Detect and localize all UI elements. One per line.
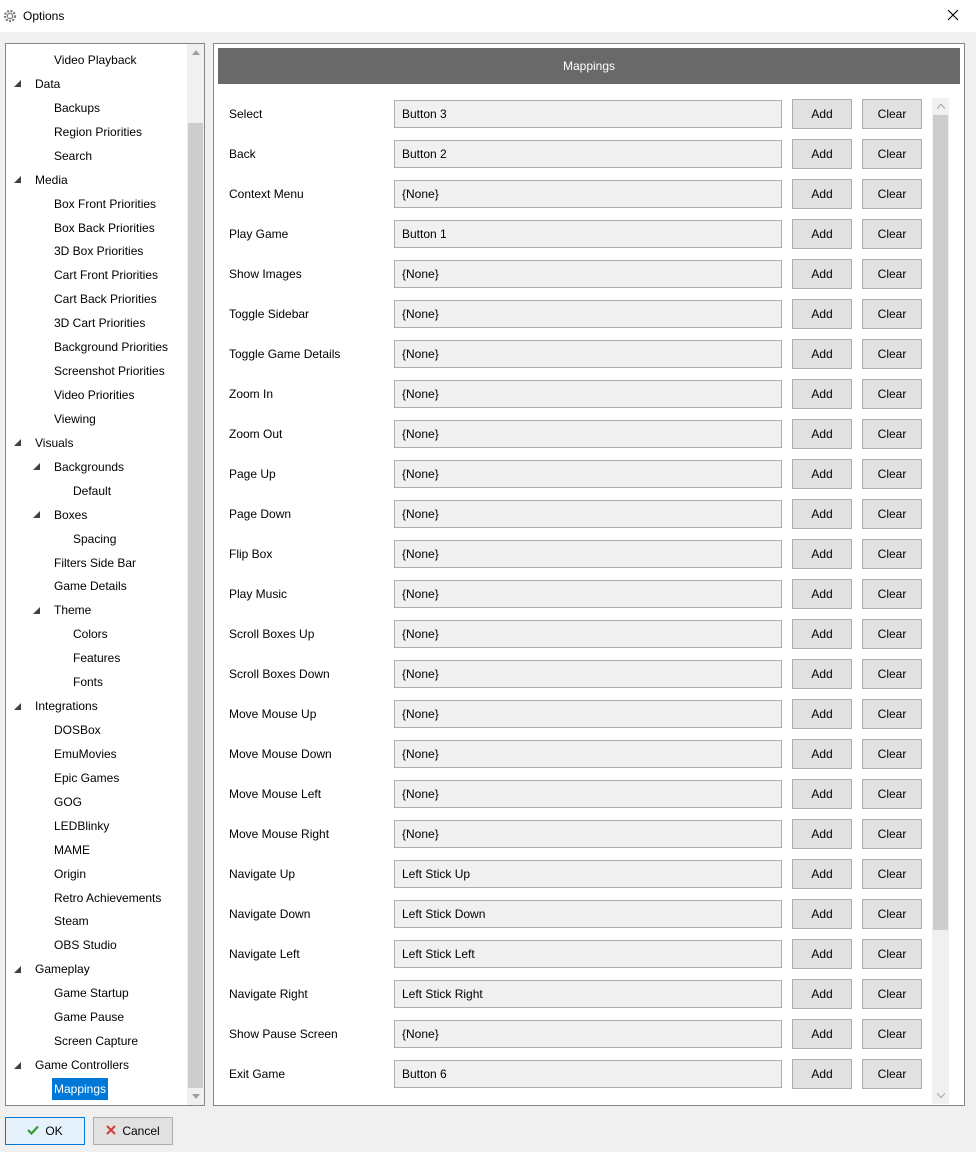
tree-item-label: Features bbox=[73, 651, 121, 666]
cancel-label: Cancel bbox=[122, 1124, 160, 1138]
tree-item[interactable] bbox=[71, 671, 105, 693]
gear-icon bbox=[2, 8, 18, 24]
tree-item-label: Fonts bbox=[73, 675, 104, 690]
clear-button[interactable]: Clear bbox=[862, 379, 922, 409]
clear-button[interactable]: Clear bbox=[862, 99, 922, 129]
clear-button[interactable]: Clear bbox=[862, 299, 922, 329]
x-icon bbox=[106, 1124, 116, 1138]
mapping-row bbox=[214, 739, 934, 769]
mapping-value-field[interactable]: {None} bbox=[394, 580, 782, 608]
tree-item-label: Video Priorities bbox=[54, 388, 135, 403]
tree-item[interactable] bbox=[52, 336, 170, 358]
mapping-name: Page Down bbox=[229, 507, 292, 521]
mapping-value-field[interactable]: {None} bbox=[394, 500, 782, 528]
tree-item[interactable] bbox=[71, 528, 118, 550]
tree-item-label: Game Pause bbox=[54, 1010, 125, 1025]
mapping-value-field[interactable]: {None} bbox=[394, 420, 782, 448]
clear-button[interactable]: Clear bbox=[862, 979, 922, 1009]
add-button[interactable]: Add bbox=[792, 619, 852, 649]
dialog-body bbox=[0, 32, 976, 1152]
tree-item-label: GOG bbox=[54, 794, 83, 809]
tree-item-label: MAME bbox=[54, 842, 90, 857]
tree-item-label: Theme bbox=[54, 603, 92, 618]
mapping-name: Play Game bbox=[229, 227, 289, 241]
expand-arrow-icon[interactable] bbox=[32, 463, 40, 471]
mapping-name: Move Mouse Right bbox=[229, 827, 330, 841]
clear-button[interactable]: Clear bbox=[862, 619, 922, 649]
mappings-panel bbox=[213, 43, 965, 1106]
mapping-name: Show Images bbox=[229, 267, 302, 281]
window-title: Options bbox=[23, 9, 65, 23]
mapping-name: Move Mouse Up bbox=[229, 707, 317, 721]
clear-button[interactable]: Clear bbox=[862, 739, 922, 769]
tree-item-label: Cart Front Priorities bbox=[54, 268, 159, 283]
tree-item[interactable] bbox=[52, 193, 158, 215]
tree-item-label: Box Front Priorities bbox=[54, 196, 157, 211]
tree-item[interactable] bbox=[52, 552, 138, 574]
mapping-name: Scroll Boxes Up bbox=[229, 627, 315, 641]
tree-item-label: Game Controllers bbox=[35, 1058, 130, 1073]
scroll-down-icon[interactable] bbox=[187, 1088, 204, 1105]
clear-button[interactable]: Clear bbox=[862, 499, 922, 529]
tree-item-label: Steam bbox=[54, 914, 89, 929]
tree-item[interactable] bbox=[52, 910, 91, 932]
tree-item[interactable] bbox=[33, 73, 62, 95]
tree-item-label: Mappings bbox=[52, 1078, 108, 1100]
clear-button[interactable]: Clear bbox=[862, 1059, 922, 1089]
tree-item-label: Gameplay bbox=[35, 962, 90, 977]
mapping-row bbox=[214, 619, 934, 649]
clear-button[interactable]: Clear bbox=[862, 899, 922, 929]
tree-item[interactable] bbox=[52, 599, 93, 621]
tree-item[interactable] bbox=[52, 145, 94, 167]
tree-item[interactable] bbox=[33, 1054, 131, 1076]
scroll-down-icon[interactable] bbox=[932, 1087, 949, 1104]
scroll-up-icon[interactable] bbox=[932, 98, 949, 115]
tree-item[interactable] bbox=[52, 504, 89, 526]
tree-item-label: Screen Capture bbox=[54, 1034, 139, 1049]
mapping-name: Scroll Boxes Down bbox=[229, 667, 330, 681]
add-button[interactable]: Add bbox=[792, 979, 852, 1009]
mapping-row bbox=[214, 99, 934, 129]
mapping-name: Select bbox=[229, 107, 263, 121]
tree-item[interactable] bbox=[52, 97, 102, 119]
mapping-value-field[interactable]: {None} bbox=[394, 540, 782, 568]
mapping-row bbox=[214, 899, 934, 929]
mapping-value-field[interactable]: Left Stick Down bbox=[394, 900, 782, 928]
tree-item[interactable] bbox=[52, 264, 160, 286]
mapping-row bbox=[214, 459, 934, 489]
tree-item-label: Backgrounds bbox=[54, 459, 125, 474]
add-button[interactable]: Add bbox=[792, 419, 852, 449]
tree-item-label: Integrations bbox=[35, 699, 98, 714]
mapping-row bbox=[214, 499, 934, 529]
mapping-row bbox=[214, 259, 934, 289]
mapping-name: Zoom In bbox=[229, 387, 274, 401]
clear-button[interactable]: Clear bbox=[862, 459, 922, 489]
mapping-value-field[interactable]: {None} bbox=[394, 780, 782, 808]
mapping-row bbox=[214, 1059, 934, 1089]
mapping-value-field[interactable]: Button 3 bbox=[394, 100, 782, 128]
mapping-row bbox=[214, 859, 934, 889]
tree-item-label: Media bbox=[35, 172, 68, 187]
mapping-name: Move Mouse Down bbox=[229, 747, 332, 761]
add-button[interactable]: Add bbox=[792, 299, 852, 329]
add-button[interactable]: Add bbox=[792, 659, 852, 689]
mapping-row bbox=[214, 179, 934, 209]
tree-item-label: Box Back Priorities bbox=[54, 220, 155, 235]
tree-item[interactable] bbox=[52, 408, 98, 430]
close-button[interactable] bbox=[930, 0, 976, 32]
tree-item-label: LEDBlinky bbox=[54, 818, 110, 833]
tree-item[interactable] bbox=[33, 695, 100, 717]
mapping-name: Zoom Out bbox=[229, 427, 283, 441]
mapping-name: Navigate Left bbox=[229, 947, 300, 961]
mapping-value-field[interactable]: {None} bbox=[394, 380, 782, 408]
tree-item-label: Spacing bbox=[73, 531, 117, 546]
tree-item[interactable] bbox=[71, 623, 110, 645]
add-button[interactable]: Add bbox=[792, 859, 852, 889]
tree-item[interactable] bbox=[52, 863, 88, 885]
tree-item[interactable] bbox=[52, 121, 144, 143]
tree-item-label: Origin bbox=[54, 866, 87, 881]
clear-button[interactable]: Clear bbox=[862, 579, 922, 609]
tree-item[interactable] bbox=[52, 1030, 140, 1052]
tree-item-label: Retro Achievements bbox=[54, 890, 162, 905]
clear-button[interactable]: Clear bbox=[862, 259, 922, 289]
mapping-name: Context Menu bbox=[229, 187, 304, 201]
tree-item[interactable] bbox=[52, 240, 145, 262]
tree-scrollbar[interactable] bbox=[187, 44, 204, 1105]
tree-item-label: Viewing bbox=[54, 411, 96, 426]
mapping-row bbox=[214, 979, 934, 1009]
clear-button[interactable]: Clear bbox=[862, 179, 922, 209]
mapping-name: Exit Game bbox=[229, 1067, 286, 1081]
mapping-value-field[interactable]: {None} bbox=[394, 660, 782, 688]
mapping-value-field[interactable]: Button 1 bbox=[394, 220, 782, 248]
tree-item-label: EmuMovies bbox=[54, 746, 117, 761]
tree-item[interactable] bbox=[52, 217, 157, 239]
mapping-name: Navigate Up bbox=[229, 867, 296, 881]
mapping-value-field[interactable]: {None} bbox=[394, 620, 782, 648]
tree-item[interactable] bbox=[52, 839, 92, 861]
tree-item[interactable] bbox=[52, 288, 159, 310]
mapping-value-field[interactable]: {None} bbox=[394, 460, 782, 488]
tree-item[interactable] bbox=[52, 934, 119, 956]
mapping-value-field[interactable]: {None} bbox=[394, 1020, 782, 1048]
tree-item-label: Default bbox=[73, 483, 112, 498]
add-button[interactable]: Add bbox=[792, 139, 852, 169]
mapping-value-field[interactable]: {None} bbox=[394, 340, 782, 368]
add-button[interactable]: Add bbox=[792, 1059, 852, 1089]
ok-label: OK bbox=[45, 1124, 63, 1138]
clear-button[interactable]: Clear bbox=[862, 339, 922, 369]
add-button[interactable]: Add bbox=[792, 579, 852, 609]
mapping-row bbox=[214, 139, 934, 169]
tree-item-label: Screenshot Priorities bbox=[54, 364, 165, 379]
add-button[interactable]: Add bbox=[792, 179, 852, 209]
expand-arrow-icon[interactable] bbox=[13, 965, 21, 973]
mapping-name: Navigate Right bbox=[229, 987, 308, 1001]
tree-item[interactable] bbox=[71, 480, 113, 502]
tree-item[interactable] bbox=[52, 767, 121, 789]
mapping-row bbox=[214, 819, 934, 849]
expand-arrow-icon[interactable] bbox=[32, 606, 40, 614]
mapping-value-field[interactable]: Left Stick Up bbox=[394, 860, 782, 888]
expand-arrow-icon[interactable] bbox=[13, 1061, 21, 1069]
add-button[interactable]: Add bbox=[792, 939, 852, 969]
tree-item-label: Colors bbox=[73, 627, 108, 642]
tree-item-label: Boxes bbox=[54, 507, 88, 522]
expand-arrow-icon[interactable] bbox=[32, 511, 40, 519]
cancel-button[interactable] bbox=[93, 1117, 173, 1145]
add-button[interactable]: Add bbox=[792, 259, 852, 289]
clear-button[interactable]: Clear bbox=[862, 659, 922, 689]
mapping-name: Back bbox=[229, 147, 256, 161]
expand-arrow-icon[interactable] bbox=[13, 176, 21, 184]
add-button[interactable]: Add bbox=[792, 899, 852, 929]
tree-scroll-thumb[interactable] bbox=[188, 123, 203, 1088]
tree-item[interactable] bbox=[52, 49, 139, 71]
mappings-scrollbar[interactable] bbox=[932, 98, 949, 1104]
add-button[interactable]: Add bbox=[792, 699, 852, 729]
add-button[interactable]: Add bbox=[792, 1019, 852, 1049]
tree-item-label: Visuals bbox=[35, 435, 74, 450]
mapping-row bbox=[214, 659, 934, 689]
clear-button[interactable]: Clear bbox=[862, 819, 922, 849]
mapping-row bbox=[214, 299, 934, 329]
tree-item[interactable] bbox=[52, 1078, 108, 1100]
mapping-value-field[interactable]: {None} bbox=[394, 740, 782, 768]
tree-item[interactable] bbox=[33, 169, 70, 191]
tree-item[interactable] bbox=[33, 432, 75, 454]
add-button[interactable]: Add bbox=[792, 99, 852, 129]
clear-button[interactable]: Clear bbox=[862, 539, 922, 569]
mapping-value-field[interactable]: Button 6 bbox=[394, 1060, 782, 1088]
ok-button[interactable] bbox=[5, 1117, 85, 1145]
tree-item-label: Data bbox=[35, 76, 61, 91]
add-button[interactable]: Add bbox=[792, 819, 852, 849]
mapping-row bbox=[214, 1019, 934, 1049]
tree-item-label: 3D Box Priorities bbox=[54, 244, 144, 259]
scroll-up-icon[interactable] bbox=[187, 44, 204, 61]
mapping-row bbox=[214, 379, 934, 409]
mapping-row bbox=[214, 219, 934, 249]
tree-item[interactable] bbox=[52, 575, 129, 597]
tree-item-label: Game Startup bbox=[54, 986, 129, 1001]
clear-button[interactable]: Clear bbox=[862, 859, 922, 889]
close-icon bbox=[947, 9, 959, 24]
tree-item[interactable] bbox=[52, 815, 111, 837]
tree-item[interactable] bbox=[52, 456, 126, 478]
clear-button[interactable]: Clear bbox=[862, 939, 922, 969]
tree-item[interactable] bbox=[52, 982, 131, 1004]
tree-item[interactable] bbox=[33, 958, 92, 980]
mapping-row bbox=[214, 339, 934, 369]
tree-item-label: Filters Side Bar bbox=[54, 555, 137, 570]
clear-button[interactable]: Clear bbox=[862, 699, 922, 729]
tree-item-label: Background Priorities bbox=[54, 340, 169, 355]
tree-item-label: Epic Games bbox=[54, 770, 120, 785]
mapping-value-field[interactable]: {None} bbox=[394, 700, 782, 728]
mapping-row bbox=[214, 579, 934, 609]
mappings-scroll-thumb[interactable] bbox=[933, 115, 948, 930]
expand-arrow-icon[interactable] bbox=[13, 80, 21, 88]
mapping-name: Toggle Sidebar bbox=[229, 307, 310, 321]
mapping-row bbox=[214, 699, 934, 729]
tree-item-label: Backups bbox=[54, 100, 101, 115]
mapping-row bbox=[214, 779, 934, 809]
tree-item[interactable] bbox=[52, 719, 103, 741]
options-tree bbox=[5, 43, 205, 1106]
tree-item[interactable] bbox=[52, 384, 136, 406]
add-button[interactable]: Add bbox=[792, 739, 852, 769]
mapping-name: Play Music bbox=[229, 587, 288, 601]
mapping-value-field[interactable]: Left Stick Left bbox=[394, 940, 782, 968]
tree-item-label: Region Priorities bbox=[54, 124, 143, 139]
mapping-row bbox=[214, 539, 934, 569]
mapping-name: Show Pause Screen bbox=[229, 1027, 338, 1041]
title-bar bbox=[0, 0, 976, 32]
mapping-row bbox=[214, 939, 934, 969]
mapping-value-field[interactable]: {None} bbox=[394, 260, 782, 288]
mapping-name: Page Up bbox=[229, 467, 276, 481]
mapping-value-field[interactable]: Button 2 bbox=[394, 140, 782, 168]
add-button[interactable]: Add bbox=[792, 219, 852, 249]
clear-button[interactable]: Clear bbox=[862, 779, 922, 809]
mapping-name: Move Mouse Left bbox=[229, 787, 322, 801]
checkmark-icon bbox=[27, 1124, 39, 1138]
add-button[interactable]: Add bbox=[792, 499, 852, 529]
tree-item-label: 3D Cart Priorities bbox=[54, 316, 146, 331]
tree-item-label: Search bbox=[54, 148, 93, 163]
add-button[interactable]: Add bbox=[792, 779, 852, 809]
add-button[interactable]: Add bbox=[792, 459, 852, 489]
tree-item[interactable] bbox=[52, 1006, 126, 1028]
expand-arrow-icon[interactable] bbox=[13, 702, 21, 710]
tree-item[interactable] bbox=[52, 791, 84, 813]
clear-button[interactable]: Clear bbox=[862, 419, 922, 449]
tree-item-label: OBS Studio bbox=[54, 938, 117, 953]
tree-item-label: Video Playback bbox=[54, 53, 137, 67]
mapping-value-field[interactable]: {None} bbox=[394, 180, 782, 208]
mapping-name: Toggle Game Details bbox=[229, 347, 341, 361]
tree-item[interactable] bbox=[71, 647, 122, 669]
tree-item-label: DOSBox bbox=[54, 723, 101, 738]
mapping-value-field[interactable]: {None} bbox=[394, 820, 782, 848]
mapping-name: Flip Box bbox=[229, 547, 273, 561]
mapping-row bbox=[214, 419, 934, 449]
add-button[interactable]: Add bbox=[792, 379, 852, 409]
tree-item-label: Cart Back Priorities bbox=[54, 292, 157, 307]
mapping-name: Navigate Down bbox=[229, 907, 311, 921]
add-button[interactable]: Add bbox=[792, 339, 852, 369]
tree-item[interactable] bbox=[52, 312, 147, 334]
expand-arrow-icon[interactable] bbox=[13, 439, 21, 447]
tree-item[interactable] bbox=[52, 743, 119, 765]
tree-item-label: Game Details bbox=[54, 579, 127, 594]
clear-button[interactable]: Clear bbox=[862, 219, 922, 249]
add-button[interactable]: Add bbox=[792, 539, 852, 569]
clear-button[interactable]: Clear bbox=[862, 139, 922, 169]
panel-header: Mappings bbox=[218, 48, 960, 84]
tree-item[interactable] bbox=[52, 887, 163, 909]
mapping-value-field[interactable]: {None} bbox=[394, 300, 782, 328]
tree-item[interactable] bbox=[52, 360, 167, 382]
mapping-value-field[interactable]: Left Stick Right bbox=[394, 980, 782, 1008]
clear-button[interactable]: Clear bbox=[862, 1019, 922, 1049]
